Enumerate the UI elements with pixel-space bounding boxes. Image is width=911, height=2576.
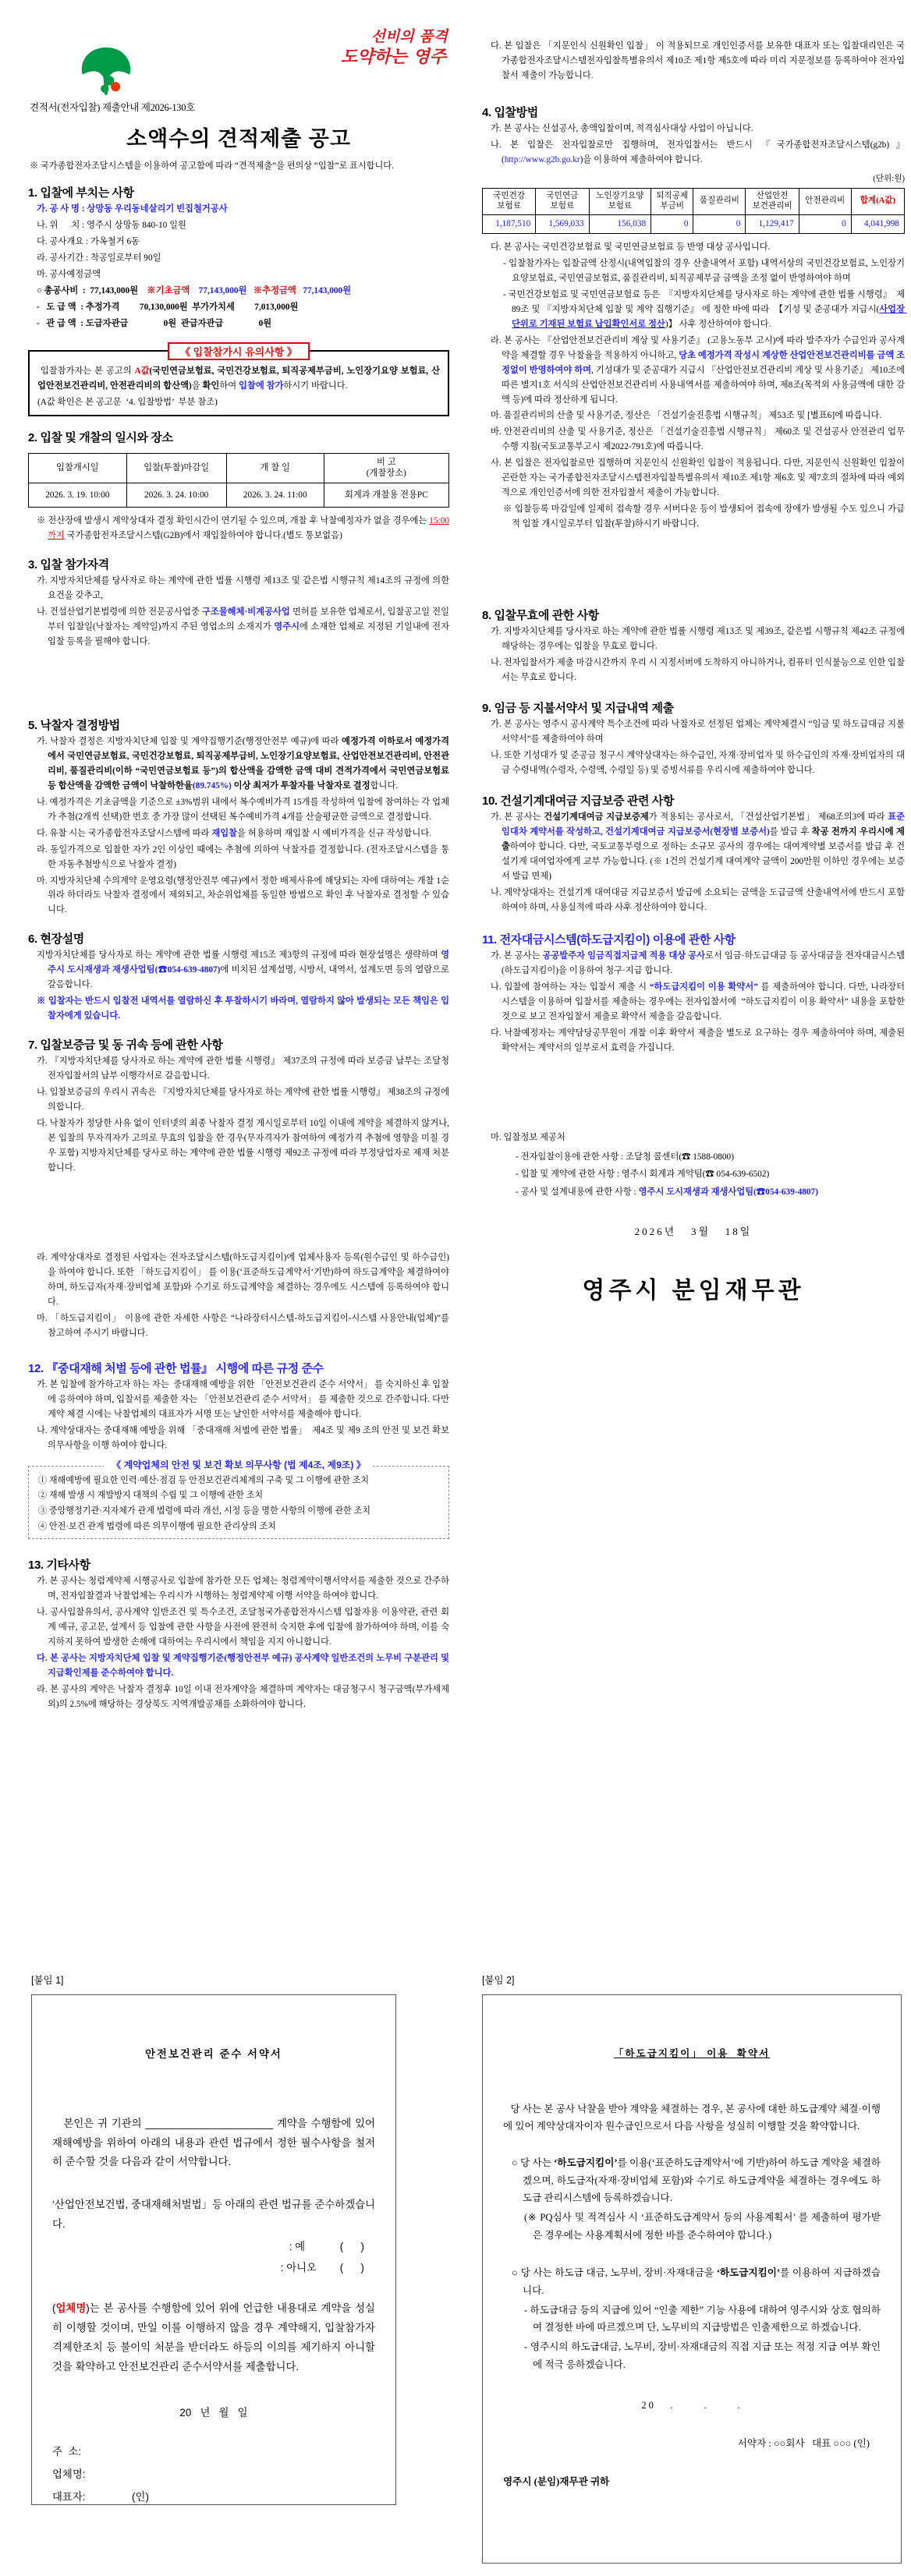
- paragraph: [482, 240, 905, 255]
- text-run: 다. 본 입찰은 「지문인식 신원확인 입찰」 이 적용되므로 개인인증서를 보유한 대표자 또는 입찰대리인은 국가종합전자조달시스템전자입찰특별유의서 제10조 제1항 제5호에 따라 미리 지문정보를 등록하여야 전자입찰서 제출이 가능합니다.: [491, 41, 905, 80]
- text-run: - 영주시의 하도급대금, 노무비, 장비·자재대금의 직접 지급 또는 적정 지급 여부 확인에 적극 응하겠습니다.: [524, 2341, 881, 2370]
- text-run: ※ 입찰자는 반드시 입찰전 내역서를 열람하신 후 투찰하시기 바라며, 열람하지 않아 발생되는 모든 책임은 입찰자에게 있습니다.: [37, 996, 449, 1021]
- paragraph: [482, 39, 905, 83]
- text-run: 라. 동일가격으로 입찰한 자가 2인 이상인 때에는 추첨에 의하여 낙찰자를 결정합니다. (전자조달시스템을 통한 자동추첨방식으로 낙찰자 결정): [37, 844, 449, 869]
- attachment-1-safety-pledge-form: [31, 1973, 396, 2505]
- text-run: 국가종합전자조달시스템(G2B)에서 재입찰하여야 합니다.(별도 통보없음): [64, 530, 342, 540]
- table-cell: 1,129,417: [746, 215, 799, 234]
- attachment-label: [붙임 2]: [482, 1975, 515, 1986]
- text-run: 가. 본 공사는 영주시 공사계약 특수조건에 따라 낙찰자로 선정된 업체는 계약체결시 “임금 및 하도급대금 지불 서약서”를 제출하여야 하며: [491, 720, 907, 745]
- text-run: 를 이용하여 지급하겠습니다.: [523, 2267, 881, 2296]
- text-run: )는 본 공사를 수행함에 있어 위에 언급한 내용대로 계약을 성실히 이행할 것이며, 만일 이를 이행하지 않을 경우 계약해지, 입찰참가자격제한조치 등 불이익 처분을 받더라도 하등의 이의를 제기하지 아니할 것을 확약하고 안전보건관리 준수서약서를 제출합니다.: [52, 2302, 378, 2373]
- text-run: 77,143,000원: [190, 285, 247, 295]
- text-run: ※ 전산장애 발생시 계약상대자 결정 확인시간이 연기될 수 있으며, 개찰 후 낙찰예정자가 없을 경우에는: [37, 516, 430, 525]
- section-heading: 6. 현장설명: [28, 932, 84, 947]
- paragraph: [28, 1251, 452, 1310]
- text-run: ‘하도급지킴이’: [554, 2157, 618, 2168]
- text-run: 합니다.: [370, 780, 399, 791]
- column-header: 품질관리비: [693, 188, 746, 215]
- text-run: 나. 입찰에 참여하는 자는 입찰서 제출 시: [491, 982, 650, 992]
- paragraph: [503, 2045, 881, 2063]
- paragraph: [37, 395, 440, 410]
- paragraph: [28, 1574, 449, 1604]
- text-run: 나. 공사입찰유의서, 공사계약 일반조건 및 특수조건, 조달청국가종합전자시스템 입찰자용 이용약관, 관련 회계 예규, 공고문, 설계서 등 입찰에 관한 사항을 사전에 완전히 숙지한 후에 입찰에 참가하여야 하며, 이를 숙지하지 못하여 발생한 손해에 대하여는 우리시에서 책임을 지지 아니합니다.: [37, 1608, 449, 1647]
- paragraph: [482, 425, 905, 455]
- text-run: 라. 공사기간 : 착공일로부터 90일: [37, 253, 161, 263]
- text-run: (단위:원): [873, 174, 905, 183]
- text-run: 가. 지방자치단체를 당사자로 하는 계약에 관한 법률 시행령 제13조 및 같은법 시행규칙 제14조의 규정에 의한 요건을 갖추고,: [37, 575, 452, 600]
- attachment-2-content: [503, 2045, 881, 2490]
- text-run: - 입찰 및 계약에 관한 사항 : 영주시 회계과 계약팀(☎ 054-639-6502): [516, 1169, 770, 1180]
- paragraph: [482, 1223, 905, 1240]
- column-header: 산업안전 보건관리비: [746, 188, 799, 215]
- text-run: 영주시 (분임)재무관 귀하: [503, 2475, 610, 2487]
- text-run: “하도급지킴이 이용 확약서”: [649, 982, 758, 992]
- text-run: 착공 전까지 우리시에 제출: [502, 826, 905, 851]
- paragraph: [28, 1378, 452, 1422]
- paragraph: [28, 1311, 452, 1341]
- yeongju-city-logo-icon: [75, 42, 137, 103]
- avalue-table: [482, 188, 905, 234]
- text-run: (A값 확인은 본 공고문 ‘4. 입찰방법’ 부분 참조): [37, 397, 218, 407]
- paragraph: [37, 1488, 441, 1503]
- paragraph: [28, 202, 449, 217]
- box-title: 《 계약업체의 안전 및 보건 확보 의무사항 (법 제4조, 제9조) 》: [104, 1458, 373, 1471]
- text-run: ② 재해 발생 시 재발방지 대책의 수립 및 그 이행에 관한 조치: [38, 1491, 264, 1501]
- paragraph: [503, 2473, 881, 2491]
- paragraph: [482, 980, 905, 1024]
- text-run: (국민연금보험료, 국민건강보험료, 퇴직공제부금비, 노인장기요양 보험료, 산업안전보건관리비, 안전관리비의 합산액): [37, 366, 440, 391]
- paragraph: [503, 2338, 881, 2373]
- paragraph: [482, 1150, 905, 1165]
- text-run: 구조물해체·비계공사업: [201, 607, 290, 617]
- text-run: 영주시 분임재무관: [582, 1278, 805, 1304]
- text-run: 하시기 바랍니다.: [283, 380, 348, 391]
- paragraph: [52, 2045, 375, 2065]
- paragraph: [28, 1054, 452, 1084]
- page-title: 소액수의 견적제출 공고: [126, 127, 351, 150]
- text-run: 업체명: [55, 2302, 87, 2315]
- text-run: 본인은 귀 기관의 ______________________ 계약을 수행함에 있어 재해예방을 위하여 아래의 내용과 관련 법규에서 정한 필수사항을 철저히 준수할 것을 다음과 같이 서약합니다.: [52, 2117, 378, 2168]
- text-run: 20 년 월 일: [179, 2406, 248, 2419]
- paragraph: [482, 1026, 905, 1056]
- paragraph: [52, 2299, 378, 2376]
- section-heading: 11. 전자대금시스템(하도급지킴이) 이용에 관한 사항: [482, 932, 736, 947]
- column-header: 노인장기요양 보험료: [589, 188, 651, 215]
- text-run: 에 비치된 설계설명, 시방서, 내역서, 설계도면 등의 열람으로 갈음합니다.: [48, 965, 452, 990]
- column-header: 합계(A값): [851, 188, 904, 215]
- paragraph: [52, 2238, 375, 2257]
- text-run: 2026년 3월 18일: [634, 1226, 753, 1238]
- text-run: ④ 안전·보건 관계 법령에 따른 의무이행에 필요한 관리상의 조치: [38, 1521, 276, 1531]
- attachment-2-box: [482, 1994, 902, 2564]
- attachment-2-hadogeup-jikimi-form: [482, 1973, 902, 2564]
- text-run: ‘하도급지킴이’: [716, 2267, 781, 2279]
- paragraph: [482, 1131, 905, 1145]
- box-title: 《 입찰참가시 유의사항 》: [168, 342, 310, 360]
- paragraph: [503, 2435, 881, 2453]
- paragraph: [503, 2154, 881, 2207]
- text-run: 입찰참가자는 본 공고의: [37, 366, 135, 376]
- paragraph: [482, 122, 905, 136]
- paragraph: [482, 409, 905, 423]
- text-run: 나. 본 입찰은 전자입찰로만 집행하며, 전자입찰서는 반드시 『국가종합전자조달시스템(g2b)』 (: [491, 140, 907, 165]
- table-cell: 0: [651, 215, 693, 234]
- table-cell: 1,569,033: [536, 215, 589, 234]
- city-slogan: [341, 28, 448, 68]
- paragraph: [28, 1116, 452, 1176]
- column-header: 개 찰 일: [226, 453, 324, 483]
- text-run: 이상 최저가 투찰자를 낙찰자로 결정: [231, 780, 370, 791]
- text-run: 건설기계대여금 지급보증제: [544, 812, 649, 822]
- paragraph: [28, 514, 449, 543]
- column-header: 안전관리비: [799, 188, 851, 215]
- text-run: 영주시 도시재생과 재생사업팀(☎054-639-4807): [48, 950, 449, 975]
- paragraph: [52, 2488, 375, 2507]
- table-cell: 2026. 3. 19. 10:00: [29, 483, 127, 508]
- text-run: 를 발급 후: [769, 826, 812, 837]
- spacer: [482, 0, 905, 37]
- table-cell: 1,187,510: [483, 215, 536, 234]
- paragraph: [37, 364, 440, 394]
- text-run: 가. 지방자치단체를 당사자로 하는 계약에 관한 법률 시행령 제13조 및 제39조, 같은법 시행규칙 제42조 규정에 해당하는 경우에는 입찰을 무효로 합니다.: [491, 627, 907, 652]
- paragraph: [28, 843, 449, 872]
- paragraph: [28, 874, 449, 918]
- paragraph: [28, 1651, 452, 1681]
- paragraph: [52, 2196, 375, 2235]
- text-run: - 전자입찰이용에 관한 사항 : 조달청 콜센터(☎ 1588-0800): [516, 1152, 734, 1162]
- text-run: : 아니오 ( ): [280, 2261, 364, 2273]
- text-run: - 관 급 액 : 도급자관급 0원 관급자관급 0원: [37, 318, 272, 328]
- column-header: 국민연금 보험료: [536, 188, 589, 215]
- text-run: 15:00까지: [48, 516, 449, 540]
- table-cell: 회계과 개찰용 전용PC: [324, 483, 448, 508]
- text-run: http://www.g2b.go.kr: [504, 154, 580, 165]
- paragraph: [482, 717, 905, 747]
- text-run: ※ 입찰등록 마감일에 일제히 접속할 경우 서버다운 등이 발생되어 접속에 장애가 발생될 수도 있으니 가급적 입찰 개시일로부터 입찰(투찰)하시기 바랍니다.: [503, 504, 905, 529]
- text-run: 안전보건관리 준수 서약서: [145, 2048, 282, 2060]
- text-run: 다. 공사개요 : 가옥철거 6동: [37, 236, 140, 246]
- text-run: 사. 본 입찰은 전자입찰로만 집행하며 지문인식 신원확인 입찰이 적용됩니다. 다만, 지문인식 신원확인 입찰이 곤란한 자는 국가종합전자조달시스템전자입찰특별유의서 제10조 제1항 제6호 및 제7호의 절차에 따라 예외적으로 개인인증서에 의한 전자입찰서 제출이 가능합니다.: [491, 458, 907, 498]
- attachment-label: [붙임 1]: [31, 1975, 64, 1986]
- paragraph: [37, 1504, 441, 1519]
- text-run: 지방자치단체를 당사자로 하는 계약에 관한 법률 시행령 제15조 제3항의 규정에 따라 현장설명은 생략하며: [37, 950, 441, 961]
- section-heading: 8. 입찰무효에 관한 사항: [482, 609, 599, 623]
- text-run: 영주시 도시재생과 재생사업팀(☎054-639-4807): [638, 1187, 818, 1198]
- text-run: 하여: [219, 380, 239, 391]
- paragraph: [37, 1520, 441, 1534]
- text-run: 바. 안전관리비의 산출 및 사용기준, 정산은 「건설기술진흥법 시행규칙」 제60조 및 건설공사 안전관리 업무수행 지침(국토교통부고시 제2022-791호)에 따릅니다.: [491, 427, 905, 452]
- text-run: 가. 공 사 명 : 상망동 우리동네살리기 빈집철거공사: [37, 204, 228, 214]
- document-header: [28, 0, 449, 184]
- text-run: 나. 전자입찰서가 제출 마감시간까지 우리 시 지정서버에 도착하지 아니하거나, 컴퓨터 인식불능으로 인한 입찰서는 무효로 합니다.: [491, 658, 905, 683]
- paragraph: [482, 656, 905, 685]
- text-run: 나. 또한 기성대가 및 준공금 청구시 계약상대자는 하수급인, 자재·장비업자 및 하수급인의 자재·장비업자의 대금 수령내역(수령자, 수령액, 수령일 등) 및 증빙서류를 우리시에 제출하여야 합니다.: [491, 751, 905, 775]
- text-run: 하여야 합니다. 다만, 국토교통부령으로 정하는 소규모 공사의 경우에는 대여계약별 보증서를 발급 후 건설기계 대여업자에게 교부 가능합니다. (※ 1건의 건설기계 대여계약 금액이 200만원 이하인 경우에는 보증서 발급 면제): [502, 841, 905, 881]
- text-run: 나. 위 치 : 영주시 상망동 840-10 일원: [37, 220, 186, 230]
- section-heading: 2. 입찰 및 개찰의 일시와 장소: [28, 430, 173, 444]
- page-column-left: [28, 0, 452, 1712]
- paragraph: [28, 826, 449, 841]
- text-run: 다. 낙찰자가 정당한 사유 없이 인터넷의 최종 낙찰자 결정 게시일로부터 10일 이내에 계약을 체결하지 않거나, 본 입찰의 무자격자가 고의로 무효의 입찰을 한 경우(무자격자가 참여하여 예정가격 추첨에 영향을 미칠 경우 포함) 지방자치단체를 당사로 하는 계약에 관한 법률 시행령 제92조 규정에 따라 부정당업자로 제재 처분합니다.: [37, 1119, 452, 1173]
- paragraph: [482, 502, 905, 532]
- text-run: ③ 중앙행정기관·지자체가 관계 법령에 따라 개선, 시정 등을 명한 사항의 이행에 관한 조치: [38, 1506, 370, 1516]
- slogan-line1: 선비의 품격: [370, 28, 448, 45]
- text-run: 가. 낙찰자 결정은 지방자치단체 입찰 및 계약집행기준(행정안전부 예규)에 따라: [37, 736, 342, 746]
- section-heading: 4. 입찰방법: [482, 105, 538, 119]
- document-reference-number: 견적서(전자입찰) 제출안내 제2026-130호: [30, 102, 195, 113]
- column-header: 비 고 (개찰장소): [324, 453, 448, 483]
- text-run: ○ 총공사비 : 77,143,000원: [37, 285, 139, 295]
- paragraph: [28, 317, 449, 331]
- column-header: 국민건강 보험료: [483, 188, 536, 215]
- text-run: 나. 건설산업기본법령에 의한 전문공사업중: [37, 607, 202, 617]
- text-run: - 도 급 액 : 추정가격 70,130,000원 부가가치세 7,013,000원: [37, 302, 299, 312]
- paragraph: [503, 2302, 881, 2337]
- text-run: : 예 ( ): [289, 2240, 364, 2252]
- paragraph: [28, 795, 449, 825]
- text-run: 를 제출하여야 합니다. 다만, 나라장터 시스템을 이용하여 입찰서를 제출하는 경우에는 전자입찰서에 “하도급지킴이 이용 확약서” 내용을 포함한 것으로 보고 전자입찰서 제출로 확약서 제출을 갈음합니다.: [502, 982, 907, 1021]
- paragraph: [28, 267, 449, 282]
- text-run: 20 . . .: [641, 2400, 743, 2411]
- text-run: 라. 계약상대자로 결정된 사업자는 전자조달시스템(하도급지킴이)에 업체사용자 등록(원수급인 및 하수급인)을 하여야 합니다. 또한 「하도급지킴이」 를 이용(‘표준하도급계약서’기반)하여 하도급계약을 체결하여야 하며, 하도급자(자재·장비업체 포함)와 수기로 하도급계약을 체결하는 경우에도 시스템에 등록하여야 합니다.: [37, 1253, 452, 1307]
- text-run: 을 허용하며 재입찰 시 예비가격을 신규 작성합니다.: [237, 828, 431, 838]
- paragraph: [28, 1683, 449, 1712]
- paragraph: [28, 1085, 452, 1115]
- paragraph: [482, 172, 905, 186]
- text-run: - 국민건강보험료 및 국민연금보험료 등은 『지방자치단체를 당사자로 하는 계약에 관한 법률 시행령』 제89조 및 『지방자치단체 입찰 및 계약 집행기준』 에 정한 바에 따라 【기성 및 준공대가 지급시(: [503, 289, 905, 314]
- table-cell: 156,038: [589, 215, 651, 234]
- paragraph: [503, 2397, 881, 2415]
- left-column-content: [28, 184, 452, 1712]
- text-run: ① 재해예방에 필요한 인력·예산·점검 등 안전보건관리체계의 구축 및 그 이행에 관한 조치: [38, 1475, 370, 1485]
- bidder-notice-box: [28, 345, 449, 416]
- text-run: 다. 유찰 시는 국가종합전자조달시스템에 따라: [37, 828, 212, 838]
- paragraph: [482, 625, 905, 654]
- text-run: 예정가격 이하로서 예정가격에서 국민연금보험료, 국민건강보험료, 퇴직공제부급비, 노인장기요양보험료, 산업안전보건관리비, 안전관리비, 품질관리비(이하 “국민연금보험료 등”)의 합산액을 감액한 금액 대비 견적가격에서 국민연금보험료 등 합산액을 감액한 금액이 낙찰하한율: [48, 736, 452, 791]
- text-run: 입찰에 참가: [239, 380, 284, 391]
- attachment-1-content: [52, 2045, 378, 2507]
- section-heading: 3. 입찰 참가자격: [28, 557, 109, 571]
- column-header: 입찰개시일: [29, 453, 127, 483]
- text-run: 에 소재한 업체로 지정된 기일내에 전자입찰 등록을 필해야 합니다.: [48, 621, 449, 646]
- slogan-line2: 도약하는 영주: [340, 46, 446, 67]
- section-heading: 9. 임금 등 지불서약서 및 지급내역 제출: [482, 702, 674, 716]
- text-run: 77,143,000원: [296, 285, 352, 295]
- text-run: 당 사는 본 공사 낙찰을 받아 계약을 체결하는 경우, 본 공사에 대한 하도급계약 체결·이행에 있어 계약상대자이자 원수급인으로서 다음 사항을 성실히 이행할 것을 확약합니다.: [503, 2103, 881, 2132]
- text-run: )을 이용하여 제출하여야 합니다.: [580, 154, 703, 165]
- paragraph: [482, 257, 905, 286]
- paragraph: [28, 300, 449, 315]
- section-heading: 7. 입찰보증금 및 동 귀속 등에 관한 사항: [28, 1039, 223, 1053]
- paragraph: [503, 2264, 881, 2299]
- text-run: ‘산업안전보건법, 중대재해처벌법」등 아래의 관련 법규를 준수하겠습니다.: [52, 2199, 375, 2230]
- section-heading: 1. 입찰에 부치는 사항: [28, 186, 134, 200]
- text-run: (: [52, 2302, 56, 2315]
- paragraph: [482, 138, 905, 168]
- text-run: ○ 당 사는: [512, 2157, 555, 2168]
- paragraph: [28, 1605, 449, 1650]
- text-run: 영주시: [274, 621, 300, 632]
- paragraph: [28, 218, 449, 233]
- text-run: 마. 「하도급지킴이」 이용에 관한 자세한 사항은 “나라장터시스템-하도급지킴이-시스템 사용안내(업체)”를 참고하여 주시기 바랍니다.: [37, 1313, 452, 1338]
- text-run: 다. 본 공사는 지방자치단체 입찰 및 계약집행기준(행정안전부 예규) 공사계약 일반조건의 노무비 구분관리 및 지급확인제를 준수하여야 합니다.: [37, 1654, 452, 1678]
- table-cell: 4,041,998: [851, 215, 904, 234]
- text-run: 대표자: (인): [52, 2490, 149, 2503]
- text-run: , 기성대가 및 준공대가 지급시 『산업안전보건관리비 계상 및 사용기준』 제10조에 따른 별지1호 서식의 산업안전보건관리비 사용내역서를 제출하여야 하며, 제8조(목적외 사용금액에 대한 감액 등)에 따라 정산하게 됩니다.: [502, 365, 907, 405]
- text-run: 면허를 보유한 업체로서, 입찰공고일 전일부터 입찰일(낙찰자는 계약일)까지 주된 영업소의 소재지가: [48, 607, 449, 632]
- text-run: ※추정금액: [246, 285, 296, 295]
- column-header: 퇴직공제 부금비: [651, 188, 693, 215]
- paragraph: [28, 235, 449, 249]
- text-run: 를 이용(‘표준하도급계약서’에 기반)하여 하도급 계약을 체결하겠으며, 하도급자(자재·장비업체 포함)와 수기로 하도급계약을 체결하는 경우에도 하도급 관리시스템에 등록하겠습니다.: [523, 2157, 881, 2204]
- paragraph: [482, 748, 905, 778]
- table-cell: 2026. 3. 24. 11:00: [226, 483, 324, 508]
- text-run: (89.745%): [192, 780, 232, 791]
- text-run: 다. 낙찰예정자는 계약담당공무원이 개찰 이후 확약서 제출을 별도로 요구하는 경우 제출하여야 하며, 제출된 확약서는 계약서의 일부로서 효력을 가집니다.: [491, 1028, 907, 1053]
- table-cell: 2026. 3. 24. 10:00: [126, 483, 226, 508]
- paragraph: [482, 334, 905, 408]
- text-run: 가. 본 공사는 신설공사, 총액입찰이며, 적격심사대상 사업이 아닙니다.: [491, 123, 753, 133]
- table-cell: 0: [693, 215, 746, 234]
- column-header: 입찰(투찰)마감일: [126, 453, 226, 483]
- paragraph: [28, 948, 452, 993]
- text-run: 을: [191, 380, 203, 391]
- right-column-content: [482, 0, 905, 1311]
- text-run: )】 사후 정산하여야 합니다.: [665, 319, 771, 329]
- text-run: 마. 지방자치단체 수의계약 운영요령(행정안전부 예규)에서 정한 배제사유에 해당되는 자에 대하여는 개찰 1순위라 하더라도 낙찰자 결정에서 제외되고, 차순위업체를 동일한 방법으로 확인 후 낙찰자로 결정할 수 있습니다.: [37, 876, 449, 915]
- text-run: - 공사 및 설계내용에 관한 사항 :: [516, 1187, 639, 1198]
- text-run: 다. 본 공사는 국민건강보험료 및 국민연금보험료 등 반영 대상 공사입니다.: [491, 242, 771, 252]
- text-run: 서약자 : ○○회사 대표 ○○○ (인): [737, 2437, 870, 2449]
- paragraph: [482, 1272, 905, 1311]
- paragraph: [37, 1474, 441, 1488]
- paragraph: [482, 288, 905, 332]
- text-run: 주 소:: [52, 2446, 82, 2458]
- text-run: 공공발주자 임금직접지급제 적용 대상 공사: [542, 950, 706, 961]
- paragraph: [503, 2100, 881, 2135]
- title-note: ※ 국가종합전자조달시스템을 이용하여 공고함에 따라 “견적제출”을 편의상 “입찰”로 표시합니다.: [30, 161, 394, 171]
- text-run: 재입찰: [211, 828, 238, 838]
- text-run: ○ 당 사는 하도급 대금, 노무비, 장비·자재대금을: [512, 2267, 717, 2279]
- safety-obligations-box: [28, 1459, 449, 1540]
- paragraph: [482, 1185, 905, 1200]
- section-heading: 12. 『중대재해 처벌 등에 관한 법률』 시행에 따른 규정 준수: [28, 1361, 324, 1375]
- text-run: 나. 계약상대자는 건설기계 대여대금 지급보증서 발급에 소요되는 금액을 도급금액 산출내역서에 반드시 포함하여야 하며, 사용실적에 따라 사후 정산하여야 합니다.: [491, 887, 905, 912]
- paragraph: [52, 2465, 375, 2485]
- text-run: 가. 『지방자치단체를 당사자로 하는 계약에 관한 법률 시행령』 제37조의 규정에 따라 보증금 납부는 조달청 전자입찰서의 납부 이행각서로 갈음합니다.: [37, 1056, 452, 1081]
- paragraph: [28, 994, 449, 1024]
- text-run: A값: [134, 366, 150, 376]
- text-run: 나. 예정가격은 기초금액을 기준으로 ±3%범위 내에서 복수예비가격 15개를 작성하여 입찰에 참여하는 각 업체가 추첨(2개씩 선택)한 번호 중 가장 많이 선택된 복수예비가격 4개를 산술평균한 금액으로 결정합니다.: [37, 797, 449, 822]
- text-run: 마. 품질관리비의 산출 및 사용기준, 정산은 「건설기술진흥법 시행규칙」 제53조 및 [별표6]에 따릅니다.: [491, 411, 882, 421]
- paragraph: [28, 574, 452, 603]
- text-run: - 입찰참가자는 입찰금액 산정시(내역입찰의 경우 산출내역서 포함) 내역서상의 국민건강보험료, 노인장기요양보험료, 국민연금보험료, 품질관리비, 퇴직공제부금 금액을 조정 없이 반영하여야 하며: [503, 258, 905, 283]
- paragraph: [482, 456, 905, 501]
- text-run: (※ PQ심사 및 적격심사 시 ‘표준하도급계약서 등의 사용계획서’ 를 제출하여 평가받은 경우에는 사용계획서에 정한 바를 준수하여야 합니다.): [524, 2211, 881, 2241]
- page-column-right: [482, 0, 905, 1311]
- paragraph: [482, 810, 905, 884]
- text-run: 로서 임금·하도급대금 등 공사대금을 전자대금시스템(하도급지킴이)을 이용하여 청구·지급 합니다.: [502, 950, 905, 975]
- text-run: 가. 본 공사는 청렴계약제 시행공사로 입찰에 참가한 모든 업체는 청렴계약이행서약서를 제출한 것으로 간주하며, 전자입찰결과 낙찰업체는 우리시가 시행하는 청렴계약제 이행 서약을 하여야 합니다.: [37, 1576, 449, 1601]
- paragraph: [482, 886, 905, 915]
- text-run: 라. 본 공사는 『산업안전보건관리비 계상 및 사용기준』 (고용노동부 고시)에 따라 발주자가 수급인과 공사계약을 체결할 경우 낙찰율을 적용하지 아니하고,: [491, 335, 905, 360]
- text-run: 나. 입찰보증금의 우리시 귀속은 『지방자치단체를 당사자로 하는 계약에 관한 법률 시행령』 제38조의 규정에 의합니다.: [37, 1088, 452, 1113]
- section-heading: 13. 기타사항: [28, 1559, 90, 1573]
- text-run: 확인: [202, 380, 220, 391]
- text-run: 당초 예정가격 작성시 계상한 산업안전보건관리비를 금액 조정없이 반영하여야 하며: [502, 350, 905, 375]
- section-heading: 5. 낙찰자 결정방법: [28, 718, 120, 732]
- text-run: 가. 본 공사는: [491, 950, 543, 961]
- paragraph: [52, 2443, 375, 2462]
- paragraph: [28, 251, 449, 266]
- paragraph: [52, 2114, 378, 2172]
- paragraph: [28, 734, 452, 794]
- paragraph: [52, 2404, 375, 2423]
- schedule-table: [28, 453, 449, 508]
- table-cell: 0: [799, 215, 851, 234]
- paragraph: [28, 1424, 452, 1453]
- paragraph: [482, 1167, 905, 1182]
- text-run: 마. 공사예정금액: [37, 269, 101, 279]
- text-run: 표준임대차 계약서를 작성하고, 건설기계대여금 지급보증서(현장별 보증서): [502, 812, 905, 837]
- text-run: 라. 본 공사의 계약은 낙찰자 결정후 10일 이내 전자계약을 체결하며 계약자는 대금청구시 청구금액(부가세제외)의 2.5%에 해당하는 경상북도 지역개발공채를 소화하여야 합니다.: [37, 1684, 449, 1709]
- paragraph: [503, 2209, 881, 2244]
- text-run: ※기초금액: [138, 285, 190, 295]
- paragraph: [482, 949, 905, 978]
- text-run: 가 적용되는 공사로서, 「건설산업기본법」 제68조의3에 따라: [648, 812, 888, 822]
- paragraph: [52, 2259, 375, 2278]
- text-run: 나. 계약상대자는 중대재해 예방을 위해 「중대재해 처벌에 관한 법률」 제4조 및 제9 조의 안전 및 보건 확보 의무사항을 이행 하여야 합니다.: [37, 1425, 452, 1450]
- text-run: 사업장 단위로 기재된 보험료 납입확인서로 정산: [512, 304, 907, 329]
- paragraph: [28, 284, 449, 299]
- attachment-1-box: [31, 1994, 396, 2505]
- text-run: - 하도급대금 등의 지급에 있어 “인출 제한” 기능 사용에 대하여 영주시와 상호 협의하여 결정한 바에 따르겠으며 단, 노무비의 지급방법은 인출제한으로 하겠습니다.: [524, 2304, 881, 2334]
- section-heading: 10. 건설기계대여금 지급보증 관련 사항: [482, 794, 675, 808]
- text-run: 가. 본 공사는: [491, 812, 544, 822]
- text-run: 마. 입찰정보 제공처: [491, 1132, 565, 1142]
- text-run: 가. 본 입찰에 참가하고자 하는 자는 중대재해 예방을 위한 「안전보건관리 준수 서약서」 를 숙지하신 후 입찰에 응하여야 하며, 입찰서를 제출한 자는 「안전보건관리 준수 서약서」 를 제출한 것으로 간주합니다. 다만 계약 체결 시에는 낙찰업체의 대표자가 서명 또는 날인한 서약서를 제출해야 합니다.: [37, 1379, 452, 1419]
- paragraph: [28, 605, 449, 649]
- text-run: 「하도급지킴이」 이용 확약서: [613, 2048, 771, 2059]
- text-run: 업체명:: [52, 2468, 86, 2481]
